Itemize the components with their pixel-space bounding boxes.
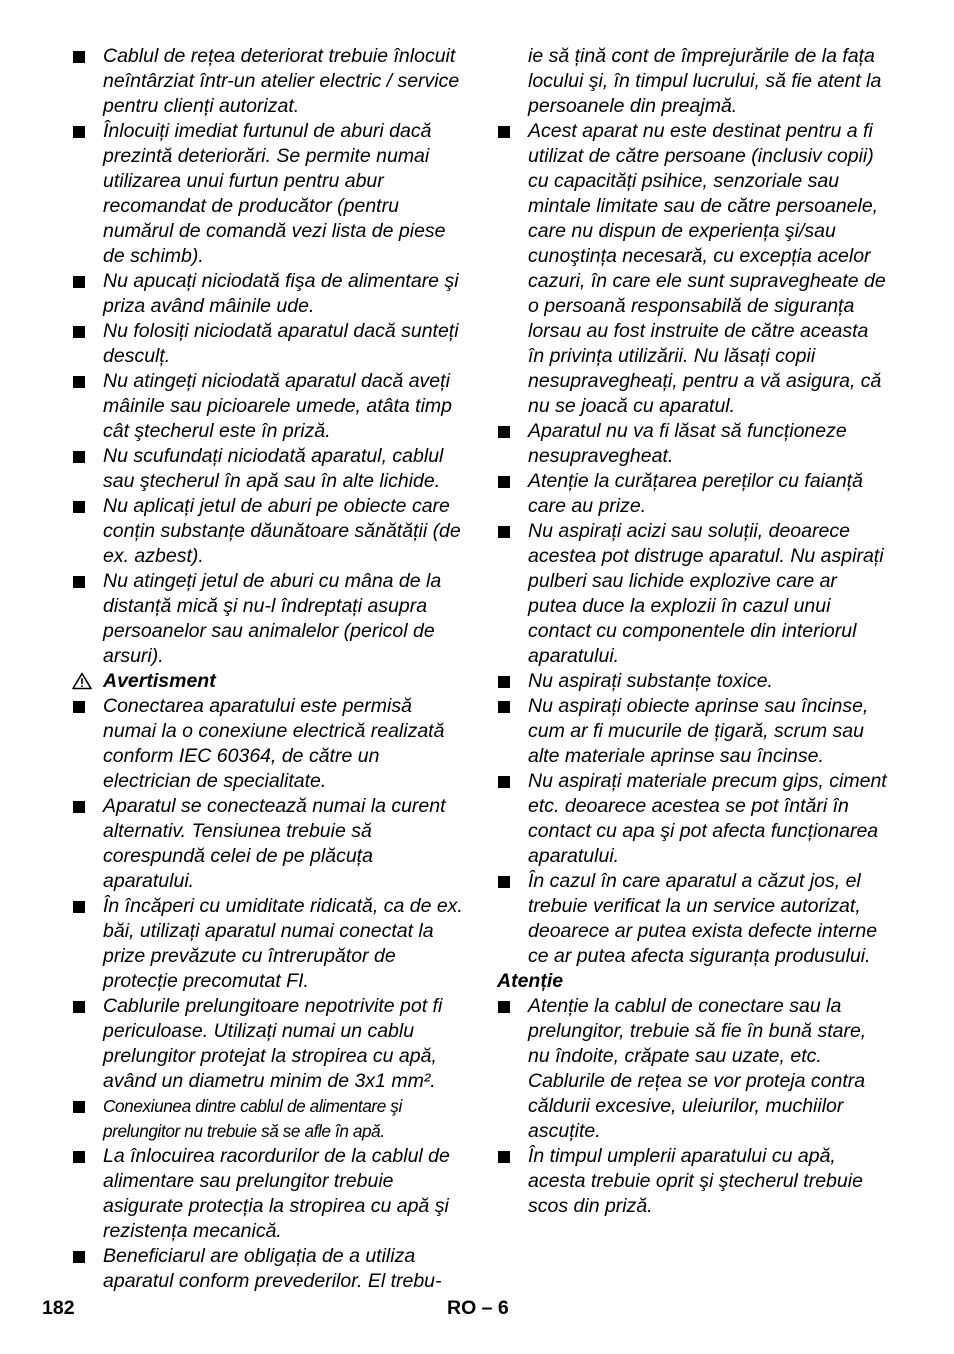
right-bullet-item: Nu aspirați substanțe toxice. [497,669,889,694]
left-bullet-item: Înlocuiți imediat furtunul de aburi dacă prezintă deteriorări. Se permite numai utilizarea unui furtun pentru abur recomandat de producător (pentru numărul de comandă vezi lista de piese de schimb). [72,119,464,269]
warning-heading-text: Avertisment [103,670,216,692]
section-label: RO – 6 [447,1297,509,1319]
warning-triangle-icon [72,672,92,690]
left-bullet-item: La înlocuirea racordurilor de la cablul de alimentare sau prelungitor trebuie asigurate protecția la stropirea cu apă şi rezistența mecanică. [72,1144,464,1244]
right-continued-text: ie să țină cont de împrejurările de la fața locului şi, în timpul lucrului, să fie atent la persoanele din preajmă. [528,45,882,117]
left-bullet-item: Nu aplicați jetul de aburi pe obiecte care conțin substanțe dăunătoare sănătății (de ex. azbest). [72,494,464,569]
left-bullet-item: Cablul de rețea deteriorat trebuie înlocuit neîntârziat într-un atelier electric / service pentru clienți autorizat. [72,44,464,119]
left-bullet-item: Cablurile prelungitoare nepotrivite pot fi periculoase. Utilizați numai un cablu prelungitor protejat la stropirea cu apă, având un diametru minim de 3x1 mm². [72,994,464,1094]
left-bullet-item: În încăperi cu umiditate ridicată, ca de ex. băi, utilizați aparatul numai conectat la prize prevăzute cu întrerupător de protecție precomutat FI. [72,894,464,994]
right-bullet-item: În timpul umplerii aparatului cu apă, acesta trebuie oprit şi ştecherul trebuie scos din priză. [497,1144,889,1219]
left-bullet-item: Nu apucați niciodată fişa de alimentare şi priza având mâinile ude. [72,269,464,319]
warning-heading [72,669,464,694]
right-bullet-item: Nu aspirați obiecte aprinse sau încinse, cum ar fi mucurile de țigară, scrum sau alte materiale aprinse sau încinse. [497,694,889,769]
right-bullet-item: Atenție la curățarea pereților cu faianță care au prize. [497,469,889,519]
left-bullet-item: Conectarea aparatului este permisă numai la o conexiune electrică realizată conform IEC 60364, de către un electrician de specialitate. [72,694,464,794]
left-bullet-item: Nu atingeți niciodată aparatul dacă aveți mâinile sau picioarele umede, atâta timp cât ştecherul este în priză. [72,369,464,444]
caution-heading: Atenție [497,970,564,992]
page-number: 182 [42,1297,75,1319]
left-column [72,44,464,1294]
right-column [497,44,889,1219]
right-bullet-item: Nu aspirați acizi sau soluții, deoarece acestea pot distruge aparatul. Nu aspirați pulberi sau lichide explozive care ar putea duce la explozii în cazul unui contact cu componentele din interiorul aparatului. [497,519,889,669]
left-bullet-item: Aparatul se conectează numai la curent alternativ. Tensiunea trebuie să corespundă celei de pe plăcuța aparatului. [72,794,464,894]
left-bullet-item: Conexiunea dintre cablul de alimentare şi prelungitor nu trebuie să se afle în apă. [72,1094,464,1144]
right-bullet-item: Aparatul nu va fi lăsat să funcționeze nesupravegheat. [497,419,889,469]
left-bullet-item: Beneficiarul are obligația de a utiliza aparatul conform prevederilor. El trebu- [72,1244,464,1294]
left-bullet-item: Nu scufundați niciodată aparatul, cablul sau ştecherul în apă sau în alte lichide. [72,444,464,494]
right-bullet-item: În cazul în care aparatul a căzut jos, el trebuie verificat la un service autorizat, deoarece ar putea exista defecte interne ce ar putea afecta siguranța produsului. [497,869,889,969]
right-bullet-item: Nu aspirați materiale precum gips, ciment etc. deoarece acestea se pot întări în contact cu apa şi pot afecta funcționarea aparatului. [497,769,889,869]
left-bullet-item: Nu folosiți niciodată aparatul dacă sunteți desculț. [72,319,464,369]
left-bullet-item: Nu atingeți jetul de aburi cu mâna de la distanță mică şi nu-l îndreptați asupra persoanelor sau animalelor (pericol de arsuri). [72,569,464,669]
right-bullet-item: Acest aparat nu este destinat pentru a fi utilizat de către persoane (inclusiv copii) cu capacități psihice, senzoriale sau mintale limitate sau de către persoanele, care nu dispun de experiența şi/sau cunoştința necesară, cu excepția acelor cazuri, în care ele sunt supravegheate de o persoană responsabilă de siguranța lorsau au fost instruite de către aceasta în privința utilizării. Nu lăsați copii nesupravegheați, pentru a vă asigura, că nu se joacă cu aparatul. [497,119,889,419]
right-bullet-item: Atenție la cablul de conectare sau la prelungitor, trebuie să fie în bună stare, nu îndoite, crăpate sau uzate, etc. Cablurile de rețea se vor proteja contra căldurii excesive, uleiurilor, muchiilor ascuțite. [497,994,889,1144]
